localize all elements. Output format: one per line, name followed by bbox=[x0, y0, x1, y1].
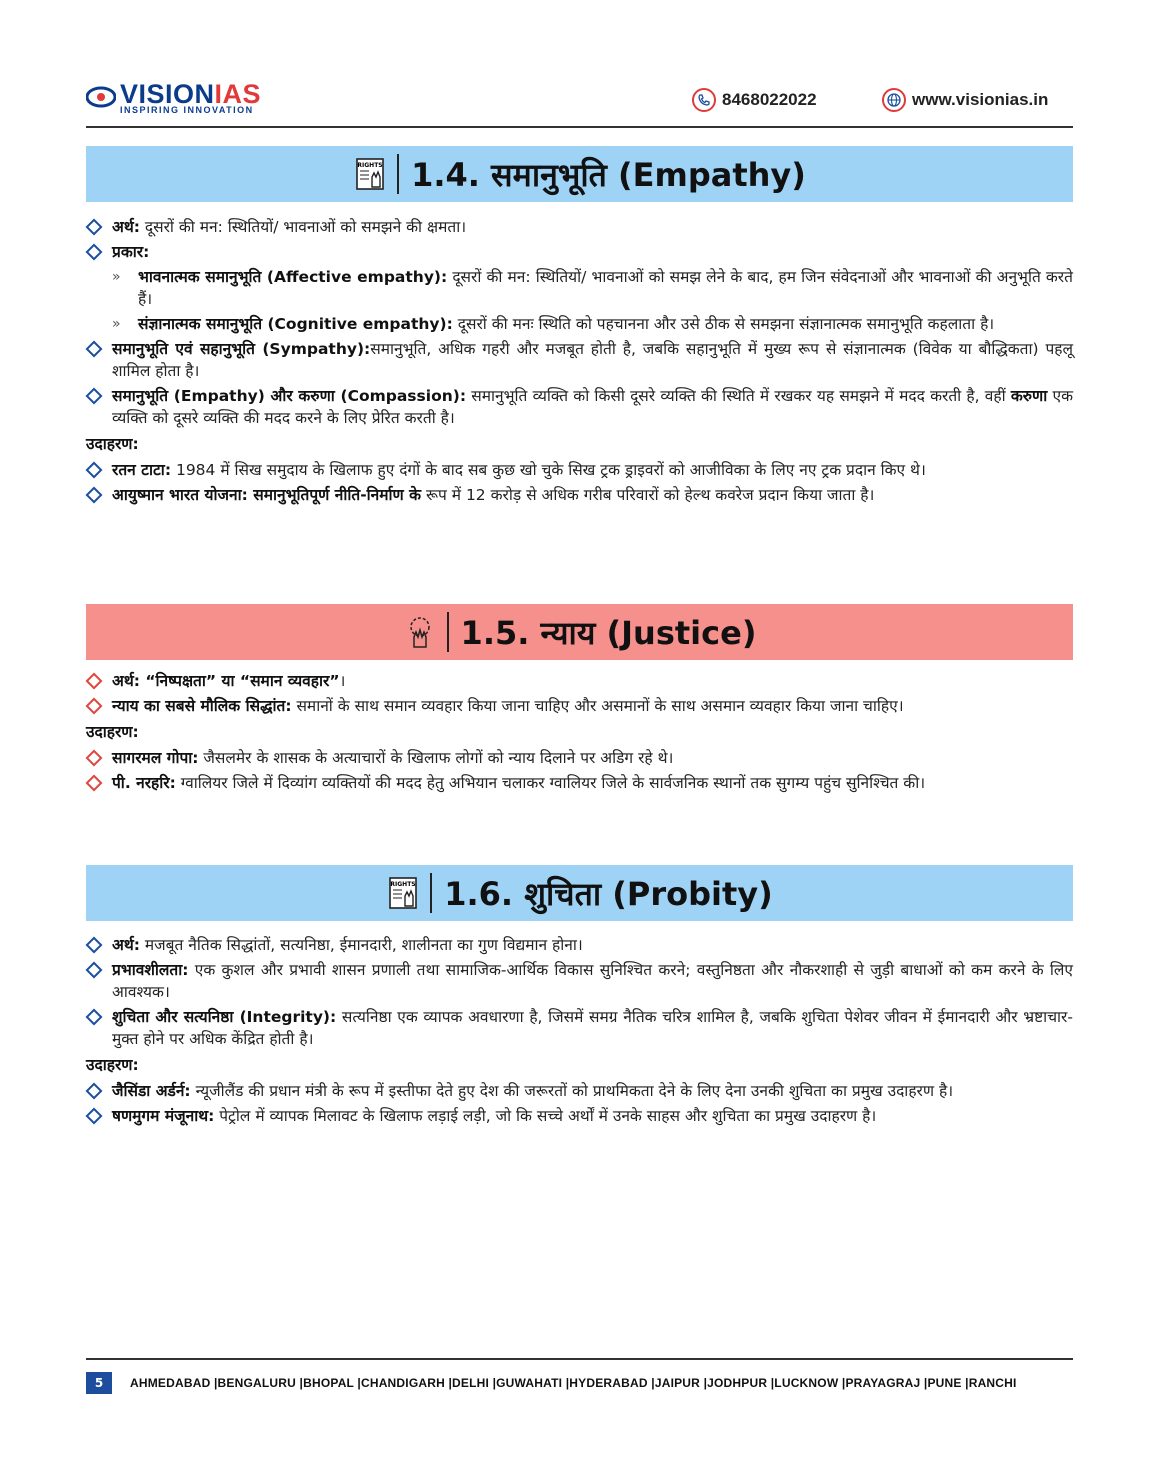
list-item bbox=[86, 747, 1073, 769]
item-label: रतन टाटा: bbox=[112, 461, 172, 479]
footer-divider bbox=[86, 1358, 1073, 1360]
item-text: सत्यनिष्ठा एक व्यापक अवधारणा है, जिसमें समग्र नैतिक चरित्र शामिल है, जबकि शुचिता पेशेवर जीवन में ईमानदारी और भ्रष्टाचार-मुक्त होने पर अधिक केंद्रित होती है। bbox=[112, 1008, 1073, 1048]
justice-content bbox=[86, 670, 1073, 797]
item-text: मजबूत नैतिक सिद्धांतों, सत्यनिष्ठा, ईमानदारी, शालीनता का गुण विद्यमान होना। bbox=[139, 936, 583, 954]
bullet-diamond-icon bbox=[86, 698, 103, 715]
bullet-diamond-icon bbox=[86, 219, 103, 236]
list-item bbox=[86, 934, 1073, 956]
rights-document-icon bbox=[386, 874, 420, 912]
item-text: दूसरों की मनः स्थिति को पहचानना और उसे ठीक से समझना संज्ञानात्मक समानुभूति कहलाता है। bbox=[452, 315, 995, 333]
bullet-diamond-icon bbox=[86, 462, 103, 479]
examples-heading: उदाहरण: bbox=[86, 723, 139, 741]
probity-content bbox=[86, 934, 1073, 1130]
sub-list-item bbox=[86, 266, 1073, 310]
list-item bbox=[86, 241, 1073, 263]
bullet-diamond-icon bbox=[86, 388, 103, 405]
item-label: अर्थ: bbox=[112, 936, 140, 954]
empathy-content bbox=[86, 216, 1073, 509]
bullet-diamond-icon bbox=[86, 775, 103, 792]
bullet-diamond-icon bbox=[86, 487, 103, 504]
item-text: 1984 में सिख समुदाय के खिलाफ हुए दंगों के बाद सब कुछ खो चुके सिख ट्रक ड्राइवरों को आजीविका के लिए नए ट्रक प्रदान किए थे। bbox=[171, 461, 926, 479]
logo-swoosh-icon bbox=[86, 86, 116, 108]
section-title: 1.5. न्याय (Justice) bbox=[460, 613, 757, 652]
bullet-diamond-icon bbox=[86, 1083, 103, 1100]
section-title: 1.6. शुचिता (Probity) bbox=[444, 874, 773, 913]
item-label: प्रभावशीलता: bbox=[112, 961, 189, 979]
list-item bbox=[86, 1080, 1073, 1102]
item-text: दूसरों की मन: स्थितियों/ भावनाओं को समझने की क्षमता। bbox=[139, 218, 467, 236]
svg-text:RIGHTS: RIGHTS bbox=[390, 881, 416, 888]
page-number: 5 bbox=[86, 1372, 112, 1394]
item-label: षणमुगम मंजूनाथ: bbox=[112, 1107, 215, 1125]
item-text: समानुभूति, अधिक गहरी और मजबूत होती है, जबकि सहानुभूति में मुख्य रूप से संज्ञानात्मक (विवेक या बौद्धिकता) पहलू शामिल होता है। bbox=[112, 340, 1073, 380]
item-label: समानुभूति एवं सहानुभूति (Sympathy): bbox=[112, 340, 371, 358]
item-text: समानुभूति व्यक्ति को किसी दूसरे व्यक्ति की स्थिति में रखकर यह समझने में मदद करती है, वहीं bbox=[466, 387, 1011, 405]
section-banner-probity bbox=[86, 865, 1073, 921]
list-item bbox=[86, 670, 1073, 692]
bullet-diamond-icon bbox=[86, 1108, 103, 1125]
banner-separator bbox=[397, 154, 399, 194]
list-item bbox=[86, 695, 1073, 717]
item-text: न्यूजीलैंड की प्रधान मंत्री के रूप में इस्तीफा देते हुए देश की जरूरतों को प्राथमिकता देने के लिए देना उनकी शुचिता का प्रमुख उदाहरण है। bbox=[190, 1082, 954, 1100]
logo-wordmark bbox=[120, 80, 261, 108]
item-bold-text: करुणा bbox=[1010, 387, 1048, 405]
visionias-logo bbox=[86, 80, 261, 115]
phone-contact[interactable] bbox=[692, 88, 817, 112]
bullet-diamond-icon bbox=[86, 341, 103, 358]
item-label: अर्थ: bbox=[112, 218, 140, 236]
logo-tagline: INSPIRING INNOVATION bbox=[120, 105, 254, 115]
list-item bbox=[86, 459, 1073, 481]
phone-number: 8468022022 bbox=[722, 90, 817, 109]
header-divider bbox=[86, 126, 1073, 128]
page-footer bbox=[86, 1372, 1073, 1394]
item-label: समानुभूति (Empathy) और करुणा (Compassion): bbox=[112, 387, 467, 405]
item-text: एक व्यक्ति को दूसरे व्यक्ति की मदद करने के लिए प्रेरित करती है। bbox=[112, 387, 1073, 427]
list-item bbox=[86, 216, 1073, 238]
bullet-diamond-icon bbox=[86, 1009, 103, 1026]
item-text: दूसरों की मन: स्थितियों/ भावनाओं को समझ लेने के बाद, हम जिन संवेदनाओं और भावनाओं की अनुभूति करते हैं। bbox=[138, 268, 1073, 308]
section-banner-justice bbox=[86, 604, 1073, 660]
item-text: जैसलमेर के शासक के अत्याचारों के खिलाफ लोगों को न्याय दिलाने पर अडिग रहे थे। bbox=[198, 749, 674, 767]
item-label: भावनात्मक समानुभूति (Affective empathy): bbox=[138, 268, 448, 286]
list-item bbox=[86, 772, 1073, 794]
rights-document-icon bbox=[353, 155, 387, 193]
bullet-diamond-icon bbox=[86, 962, 103, 979]
item-text: समानों के साथ समान व्यवहार किया जाना चाहिए और असमानों के साथ असमान व्यवहार किया जाना चाहिए। bbox=[291, 697, 904, 715]
banner-separator bbox=[430, 873, 432, 913]
item-text: । bbox=[339, 672, 346, 690]
bullet-diamond-icon bbox=[86, 937, 103, 954]
list-item bbox=[86, 1006, 1073, 1050]
bullet-diamond-icon bbox=[86, 673, 103, 690]
item-text: एक कुशल और प्रभावी शासन प्रणाली तथा सामाजिक-आर्थिक विकास सुनिश्चित करने; वस्तुनिष्ठता और नौकरशाही से जुड़ी बाधाओं को कम करने के लिए आवश्यक। bbox=[112, 961, 1073, 1001]
justice-hand-icon bbox=[403, 613, 437, 651]
logo-ias-text: IAS bbox=[214, 79, 262, 109]
item-label: सागरमल गोपा: bbox=[112, 749, 199, 767]
item-label: अर्थ: “निष्पक्षता” या “समान व्यवहार” bbox=[112, 672, 340, 690]
city-list: AHMEDABAD |BENGALURU |BHOPAL |CHANDIGARH |DELHI |GUWAHATI |HYDERABAD |JAIPUR |JODHPUR |LUCKNOW |PRAYAGRAJ |PUNE |RANCHI bbox=[130, 1376, 1017, 1390]
sub-list-item bbox=[86, 313, 1073, 335]
list-item bbox=[86, 1105, 1073, 1127]
website-url: www.visionias.in bbox=[912, 90, 1049, 109]
svg-text:RIGHTS: RIGHTS bbox=[357, 162, 383, 169]
website-contact[interactable] bbox=[882, 88, 1048, 112]
item-text: पेट्रोल में व्यापक मिलावट के खिलाफ लड़ाई लड़ी, जो कि सच्चे अर्थों में उनके साहस और शुचिता का प्रमुख उदाहरण है। bbox=[214, 1107, 877, 1125]
bullet-diamond-icon bbox=[86, 244, 103, 261]
list-item bbox=[86, 338, 1073, 382]
bullet-diamond-icon bbox=[86, 750, 103, 767]
examples-heading: उदाहरण: bbox=[86, 1056, 139, 1074]
item-label: आयुष्मान भारत योजना: समानुभूतिपूर्ण नीति-निर्माण के bbox=[112, 486, 422, 504]
globe-icon bbox=[882, 88, 906, 112]
logo-vision-text: VISION bbox=[120, 79, 215, 109]
item-label: न्याय का सबसे मौलिक सिद्धांत: bbox=[112, 697, 292, 715]
section-title: 1.4. समानुभूति (Empathy) bbox=[411, 155, 806, 194]
banner-separator bbox=[447, 612, 449, 652]
item-text: ग्वालियर जिले में दिव्यांग व्यक्तियों की मदद हेतु अभियान चलाकर ग्वालियर जिले के सार्वजनिक स्थानों तक सुगम्य पहुंच सुनिश्चित की। bbox=[175, 774, 926, 792]
chevron-right-icon: » bbox=[112, 269, 121, 285]
item-label: प्रकार: bbox=[112, 243, 150, 261]
item-label: शुचिता और सत्यनिष्ठा (Integrity): bbox=[112, 1008, 337, 1026]
list-item bbox=[86, 484, 1073, 506]
list-item bbox=[86, 385, 1073, 429]
page-header bbox=[86, 80, 1073, 128]
item-text: रूप में 12 करोड़ से अधिक गरीब परिवारों को हेल्थ कवरेज प्रदान किया जाता है। bbox=[421, 486, 875, 504]
item-label: पी. नरहरि: bbox=[112, 774, 176, 792]
chevron-right-icon: » bbox=[112, 316, 121, 332]
list-item bbox=[86, 959, 1073, 1003]
examples-heading: उदाहरण: bbox=[86, 435, 139, 453]
item-label: संज्ञानात्मक समानुभूति (Cognitive empathy): bbox=[138, 315, 453, 333]
section-banner-empathy bbox=[86, 146, 1073, 202]
item-label: जैसिंडा अर्डर्न: bbox=[112, 1082, 191, 1100]
phone-icon bbox=[692, 88, 716, 112]
